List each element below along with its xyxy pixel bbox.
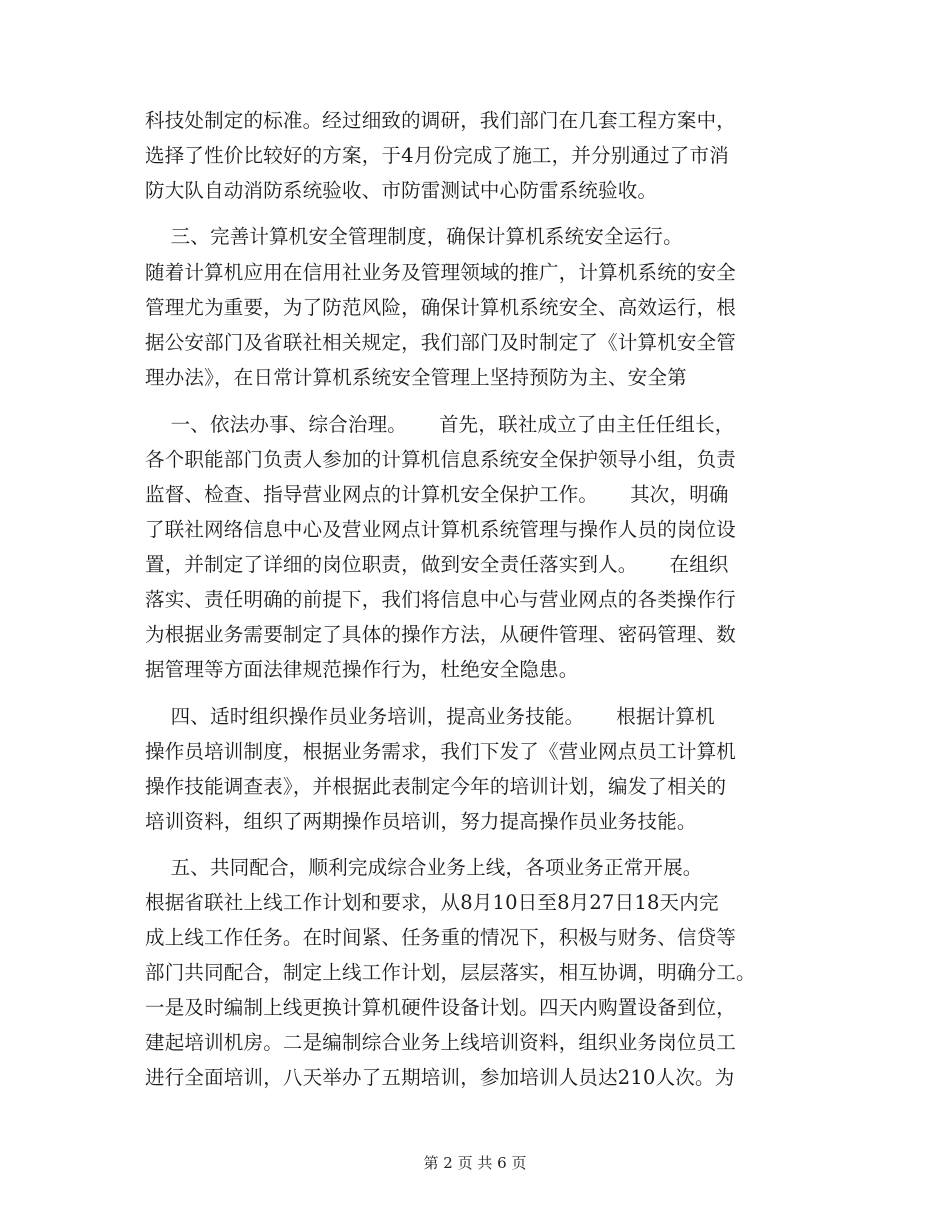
body-line: 科技处制定的标准。经过细致的调研，我们部门在几套工程方案中， bbox=[145, 109, 737, 132]
section-heading-three: 三、完善计算机安全管理制度，确保计算机系统安全运行。 bbox=[145, 225, 683, 248]
body-line: 随着计算机应用在信用社业务及管理领域的推广，计算机系统的安全 bbox=[145, 261, 737, 284]
body-line: 置，并制定了详细的岗位职责，做到安全责任落实到人。 在组织 bbox=[145, 553, 729, 576]
body-line: 操作员培训制度，根据业务需求，我们下发了《营业网点员工计算机 bbox=[145, 740, 737, 763]
body-line: 据管理等方面法律规范操作行为，杜绝安全隐患。 bbox=[145, 658, 579, 681]
body-line: 各个职能部门负责人参加的计算机信息系统安全保护领导小组，负责 bbox=[145, 448, 737, 471]
body-line: 操作技能调查表》，并根据此表制定今年的培训计划，编发了相关的 bbox=[145, 775, 727, 798]
body-line: 一是及时编制上线更换计算机硬件设备计划。四天内购置设备到位， bbox=[145, 996, 737, 1019]
body-line: 理办法》，在日常计算机系统安全管理上坚持预防为主、安全第 bbox=[145, 366, 687, 389]
body-line: 管理尤为重要，为了防范风险，确保计算机系统安全、高效运行，根 bbox=[145, 296, 737, 319]
body-line: 进行全面培训，八天举办了五期培训，参加培训人员达210人次。为 bbox=[145, 1066, 735, 1089]
body-line: 培训资料，组织了两期操作员培训，努力提高操作员业务技能。 bbox=[145, 810, 697, 833]
section-heading-one: 一、依法办事、综合治理。 首先，联社成立了由主任任组长， bbox=[145, 413, 735, 436]
body-line: 根据省联社上线工作计划和要求，从8月10日至8月27日18天内完 bbox=[145, 891, 719, 914]
section-heading-four: 四、适时组织操作员业务培训，提高业务技能。 根据计算机 bbox=[145, 705, 715, 728]
body-line: 建起培训机房。二是编制综合业务上线培训资料，组织业务岗位员工 bbox=[145, 1031, 737, 1054]
body-line: 防大队自动消防系统验收、市防雷测试中心防雷系统验收。 bbox=[145, 179, 658, 202]
body-line: 成上线工作任务。在时间紧、任务重的情况下，积极与财务、信贷等 bbox=[145, 926, 737, 949]
body-line: 了联社网络信息中心及营业网点计算机系统管理与操作人员的岗位设 bbox=[145, 518, 737, 541]
body-line: 落实、责任明确的前提下，我们将信息中心与营业网点的各类操作行 bbox=[145, 588, 737, 611]
body-line: 部门共同配合，制定上线工作计划，层层落实，相互协调，明确分工。 bbox=[145, 961, 756, 984]
body-line: 为根据业务需要制定了具体的操作方法，从硬件管理、密码管理、数 bbox=[145, 623, 737, 646]
body-line: 监督、检查、指导营业网点的计算机安全保护工作。 其次，明确 bbox=[145, 483, 729, 506]
section-heading-five: 五、共同配合，顺利完成综合业务上线，各项业务正常开展。 bbox=[145, 856, 703, 879]
page-number-footer: 第 2 页 共 6 页 bbox=[423, 1154, 527, 1172]
body-line: 选择了性价比较好的方案，于4月份完成了施工，并分别通过了市消 bbox=[145, 144, 729, 167]
body-line: 据公安部门及省联社相关规定，我们部门及时制定了《计算机安全管 bbox=[145, 331, 737, 354]
